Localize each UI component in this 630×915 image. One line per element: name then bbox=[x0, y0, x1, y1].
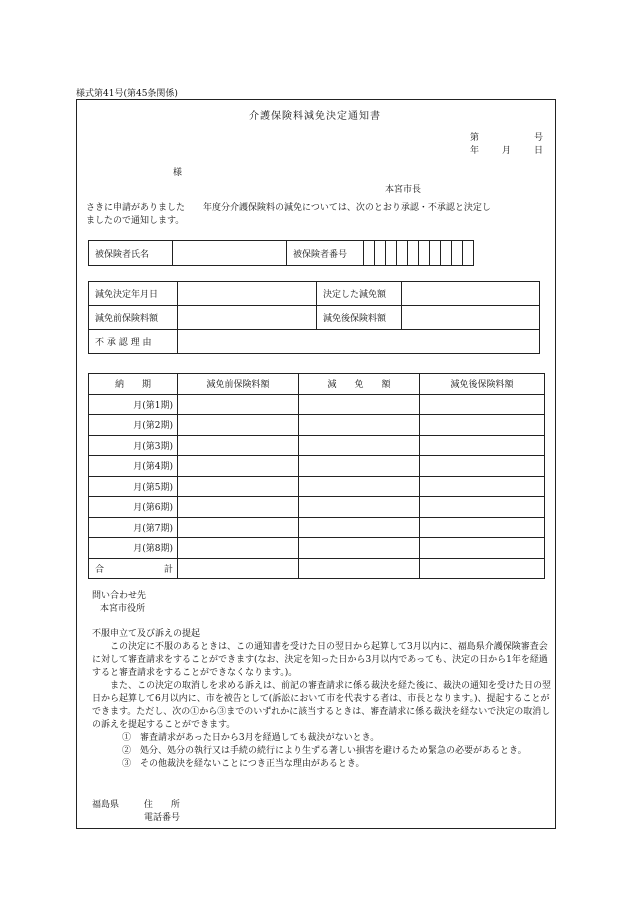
intro-text bbox=[86, 202, 556, 228]
total-row bbox=[89, 558, 545, 579]
footer-prefecture: 福島県 bbox=[92, 800, 120, 810]
insured-name-cell bbox=[173, 241, 287, 266]
insured-number-label: 被保険者番号 bbox=[287, 241, 364, 266]
number-suffix: 号 bbox=[534, 133, 544, 143]
header-post-premium: 減免後保険料額 bbox=[420, 374, 545, 395]
table-row bbox=[89, 517, 545, 538]
period-label: 月(第1期) bbox=[89, 394, 178, 415]
appeal-heading: 不服申立て及び訴えの提起 bbox=[92, 629, 201, 639]
decided-amount-label: 決定した減免額 bbox=[317, 282, 402, 306]
table-row bbox=[89, 497, 545, 518]
insured-number-digit bbox=[441, 241, 452, 266]
appeal-item-3: ③ その他裁決を経ないことにつき正当な理由があるとき。 bbox=[122, 759, 365, 769]
period-label: 月(第6期) bbox=[89, 497, 178, 518]
addressee-suffix: 様 bbox=[173, 168, 183, 178]
table-row bbox=[89, 394, 545, 415]
header-due-period: 納 期 bbox=[89, 374, 178, 395]
insured-name-label: 被保険者氏名 bbox=[89, 241, 173, 266]
insured-table bbox=[88, 240, 474, 266]
intro-line-2: ましたので通知します。 bbox=[86, 216, 185, 226]
appeal-section bbox=[92, 628, 552, 771]
insured-number-digit bbox=[386, 241, 397, 266]
appeal-paragraph-2: また、この決定の取消しを求める訴えは、前記の審査請求に係る裁決を経た後に、裁決の通知を受けた日の翌日から起算して6月以内に、市を被告として(訴訟において市を代表する者は、市長となります。)、提起することができます。ただし、次の①から③までのいずれかに該当するときは、審査請求に係る裁決を経ないで決定の取消しの訴えを提起することができます。 bbox=[92, 681, 552, 730]
footer-section bbox=[92, 799, 180, 825]
pre-premium-cell bbox=[178, 306, 317, 330]
insured-number-digit bbox=[419, 241, 430, 266]
appeal-paragraph-1: この決定に不服のあるときは、この通知書を受けた日の翌日から起算して3月以内に、福島県介護保険審査会に対して審査請求をすることができます(なお、決定を知った日から3月以内であっても、決定の日から1年を経過すると審査請求をすることができなくなります。)。 bbox=[92, 642, 548, 678]
decision-date-label: 減免決定年月日 bbox=[89, 282, 178, 306]
header-pre-premium: 減免前保険料額 bbox=[178, 374, 299, 395]
footer-address-label: 住 所 bbox=[143, 800, 180, 810]
period-label: 月(第7期) bbox=[89, 517, 178, 538]
intro-line-1: さきに申請がありました 年度分介護保険料の減免については、次のとおり承認・不承認と決定し bbox=[86, 203, 491, 213]
insured-number-digit bbox=[375, 241, 386, 266]
contact-heading: 問い合わせ先 bbox=[92, 591, 147, 601]
form-number-label: 様式第41号(第45条関係) bbox=[76, 89, 178, 99]
post-premium-label: 減免後保険料額 bbox=[317, 306, 402, 330]
period-label: 月(第3期) bbox=[89, 435, 178, 456]
contact-section bbox=[92, 590, 146, 616]
footer-phone-label: 電話番号 bbox=[144, 813, 181, 823]
table-header-row bbox=[89, 374, 545, 395]
appeal-item-2: ② 処分、処分の執行又は手続の続行により生ずる著しい損害を避けるため緊急の必要があるとき。 bbox=[122, 746, 527, 756]
date-year: 年 bbox=[470, 146, 480, 156]
pre-premium-label: 減免前保険料額 bbox=[89, 306, 178, 330]
date-month: 月 bbox=[502, 146, 512, 156]
table-row bbox=[89, 456, 545, 477]
period-label: 月(第8期) bbox=[89, 538, 178, 559]
header-reduction: 減 免 額 bbox=[299, 374, 420, 395]
issuer-name: 本宮市長 bbox=[385, 185, 422, 195]
document-title: 介護保険料減免決定通知書 bbox=[249, 111, 381, 122]
decision-date-cell bbox=[178, 282, 317, 306]
insured-number-digit bbox=[430, 241, 441, 266]
insured-number-digit bbox=[397, 241, 408, 266]
decision-table bbox=[88, 281, 540, 354]
appeal-item-1: ① 審査請求があった日から3月を経過しても裁決がないとき。 bbox=[122, 733, 380, 743]
period-label: 月(第4期) bbox=[89, 456, 178, 477]
contact-office: 本宮市役所 bbox=[100, 604, 146, 614]
insured-number-digit bbox=[364, 241, 375, 266]
post-premium-cell bbox=[402, 306, 540, 330]
date-day: 日 bbox=[534, 146, 544, 156]
number-prefix: 第 bbox=[470, 133, 480, 143]
table-row bbox=[89, 435, 545, 456]
insured-number-digit bbox=[452, 241, 463, 266]
period-label: 月(第2期) bbox=[89, 415, 178, 436]
table-row bbox=[89, 415, 545, 436]
insured-number-digit bbox=[408, 241, 419, 266]
insured-number-digit bbox=[463, 241, 474, 266]
table-row bbox=[89, 476, 545, 497]
payment-periods-table bbox=[88, 373, 545, 579]
total-label: 合 計 bbox=[89, 558, 178, 579]
table-row bbox=[89, 538, 545, 559]
rejection-reason-cell bbox=[178, 330, 540, 354]
period-label: 月(第5期) bbox=[89, 476, 178, 497]
rejection-reason-label: 不 承 認 理 由 bbox=[89, 330, 178, 354]
decided-amount-cell bbox=[402, 282, 540, 306]
